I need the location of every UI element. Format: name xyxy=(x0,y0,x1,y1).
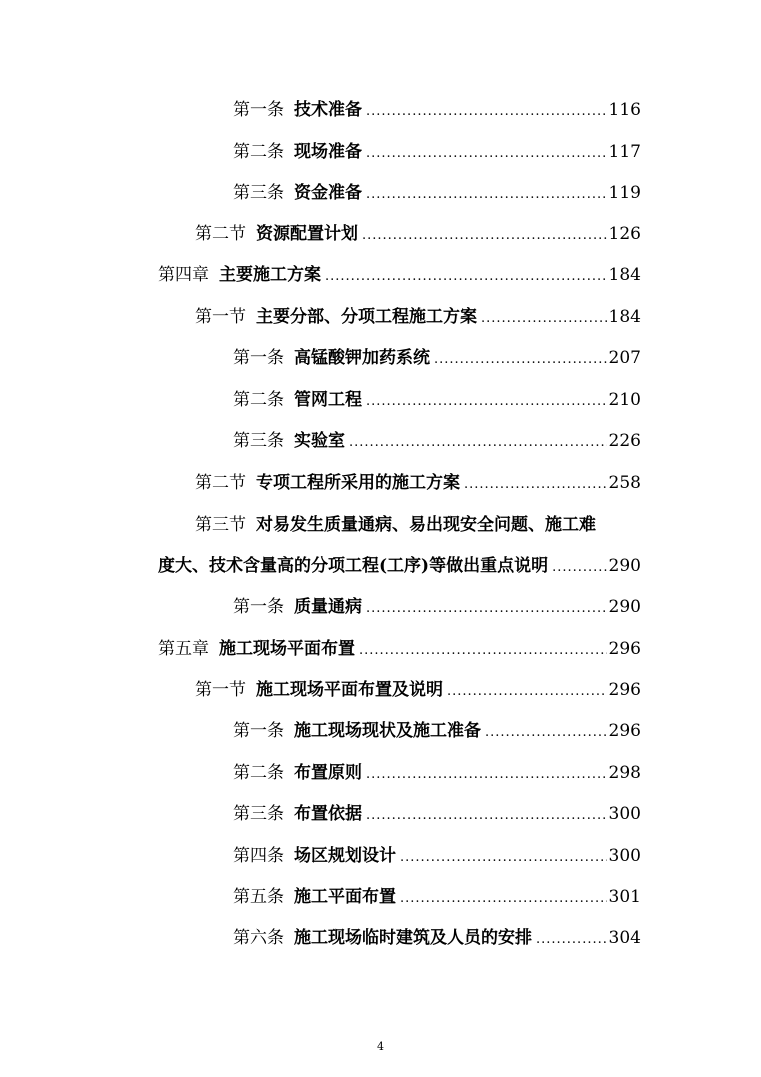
toc-number: 第一条 xyxy=(233,348,284,368)
toc-page: 300 xyxy=(608,804,641,824)
toc-entry-continuation[interactable] xyxy=(158,553,641,579)
dot-leader xyxy=(400,845,607,871)
dot-leader xyxy=(362,223,607,249)
toc-page: 298 xyxy=(608,763,641,783)
toc-number: 第五章 xyxy=(158,639,209,659)
toc-title: 施工现场现状及施工准备 xyxy=(294,721,481,741)
toc-page: 296 xyxy=(608,721,641,741)
toc-title: 高锰酸钾加药系统 xyxy=(294,348,430,368)
toc-entry[interactable] xyxy=(233,345,641,371)
page-number: 4 xyxy=(377,1040,384,1053)
toc-page: 119 xyxy=(608,183,641,203)
toc-title: 管网工程 xyxy=(294,390,362,410)
dot-leader xyxy=(366,596,607,622)
toc-number: 第一条 xyxy=(233,721,284,741)
toc-page: 290 xyxy=(608,556,641,576)
dot-leader xyxy=(464,472,607,498)
dot-leader xyxy=(400,886,607,912)
toc-page: 258 xyxy=(608,473,641,493)
toc-entry[interactable] xyxy=(233,925,641,951)
toc-number: 第二条 xyxy=(233,390,284,410)
toc-page: 304 xyxy=(608,928,641,948)
toc-entry[interactable] xyxy=(233,428,641,454)
toc-title: 施工现场平面布置及说明 xyxy=(256,680,443,700)
toc-number: 第四章 xyxy=(158,265,209,285)
toc-page: 300 xyxy=(608,846,641,866)
dot-leader xyxy=(349,430,607,456)
toc-number: 第二条 xyxy=(233,763,284,783)
dot-leader xyxy=(481,306,607,332)
toc-entry[interactable] xyxy=(158,636,641,662)
toc-number: 第一节 xyxy=(195,680,246,700)
toc-entry[interactable] xyxy=(195,221,641,247)
toc-entry[interactable] xyxy=(158,262,641,288)
toc-page: 117 xyxy=(608,142,641,162)
toc-title: 主要施工方案 xyxy=(219,265,321,285)
toc-page: 296 xyxy=(608,680,641,700)
toc-title-continuation: 度大、技术含量高的分项工程(工序)等做出重点说明 xyxy=(158,556,549,576)
dot-leader xyxy=(359,638,607,664)
toc-title: 技术准备 xyxy=(294,100,362,120)
page-footer xyxy=(0,1040,761,1053)
toc-page: 126 xyxy=(608,224,641,244)
toc-entry[interactable] xyxy=(233,760,641,786)
dot-leader xyxy=(552,555,606,581)
toc-page: 290 xyxy=(608,597,641,617)
toc-title: 现场准备 xyxy=(294,142,362,162)
toc-page: 116 xyxy=(608,100,641,120)
dot-leader xyxy=(366,141,607,167)
toc-title: 实验室 xyxy=(294,431,345,451)
toc-entry[interactable] xyxy=(233,718,641,744)
toc-number: 第四条 xyxy=(233,846,284,866)
dot-leader xyxy=(366,803,607,829)
toc-entry-wrapped[interactable] xyxy=(195,512,645,538)
toc-number: 第五条 xyxy=(233,887,284,907)
toc-number: 第二条 xyxy=(233,142,284,162)
toc-title: 专项工程所采用的施工方案 xyxy=(256,473,460,493)
toc-number: 第三条 xyxy=(233,804,284,824)
toc-number: 第三节 xyxy=(195,515,246,535)
toc-page: 296 xyxy=(608,639,641,659)
toc-number: 第一条 xyxy=(233,100,284,120)
toc-number: 第一条 xyxy=(233,597,284,617)
dot-leader xyxy=(485,720,607,746)
dot-leader xyxy=(366,389,607,415)
toc-number: 第六条 xyxy=(233,928,284,948)
toc-entry[interactable] xyxy=(233,180,641,206)
toc-title: 资源配置计划 xyxy=(256,224,358,244)
toc-page: 184 xyxy=(608,265,641,285)
toc-title: 布置依据 xyxy=(294,804,362,824)
toc-title: 施工现场平面布置 xyxy=(219,639,355,659)
toc-number: 第二节 xyxy=(195,224,246,244)
toc-page: 207 xyxy=(608,348,641,368)
dot-leader xyxy=(366,762,607,788)
toc-entry[interactable] xyxy=(195,677,641,703)
toc-title: 布置原则 xyxy=(294,763,362,783)
toc-number: 第二节 xyxy=(195,473,246,493)
toc-entry[interactable] xyxy=(233,594,641,620)
dot-leader xyxy=(447,679,607,705)
toc-number: 第三条 xyxy=(233,183,284,203)
dot-leader xyxy=(434,347,607,373)
toc-page: 210 xyxy=(608,390,641,410)
dot-leader xyxy=(366,182,607,208)
toc-number: 第一节 xyxy=(195,307,246,327)
toc-title: 场区规划设计 xyxy=(294,846,396,866)
toc-title: 主要分部、分项工程施工方案 xyxy=(256,307,477,327)
toc-entry[interactable] xyxy=(195,304,641,330)
toc-entry[interactable] xyxy=(233,843,641,869)
toc-title: 对易发生质量通病、易出现安全问题、施工难 xyxy=(256,515,596,535)
toc-entry[interactable] xyxy=(233,884,641,910)
toc-page: 301 xyxy=(608,887,641,907)
toc-entry[interactable] xyxy=(233,97,641,123)
toc-page: 184 xyxy=(608,307,641,327)
toc-title: 施工平面布置 xyxy=(294,887,396,907)
toc-entry[interactable] xyxy=(233,801,641,827)
toc-title: 质量通病 xyxy=(294,597,362,617)
toc-entry[interactable] xyxy=(195,470,641,496)
toc-title: 施工现场临时建筑及人员的安排 xyxy=(294,928,532,948)
toc-title: 资金准备 xyxy=(294,183,362,203)
dot-leader xyxy=(366,99,607,125)
toc-page: 226 xyxy=(608,431,641,451)
toc-entry[interactable] xyxy=(233,139,641,165)
toc-number: 第三条 xyxy=(233,431,284,451)
toc-entry[interactable] xyxy=(233,387,641,413)
dot-leader xyxy=(536,927,607,953)
dot-leader xyxy=(325,264,607,290)
